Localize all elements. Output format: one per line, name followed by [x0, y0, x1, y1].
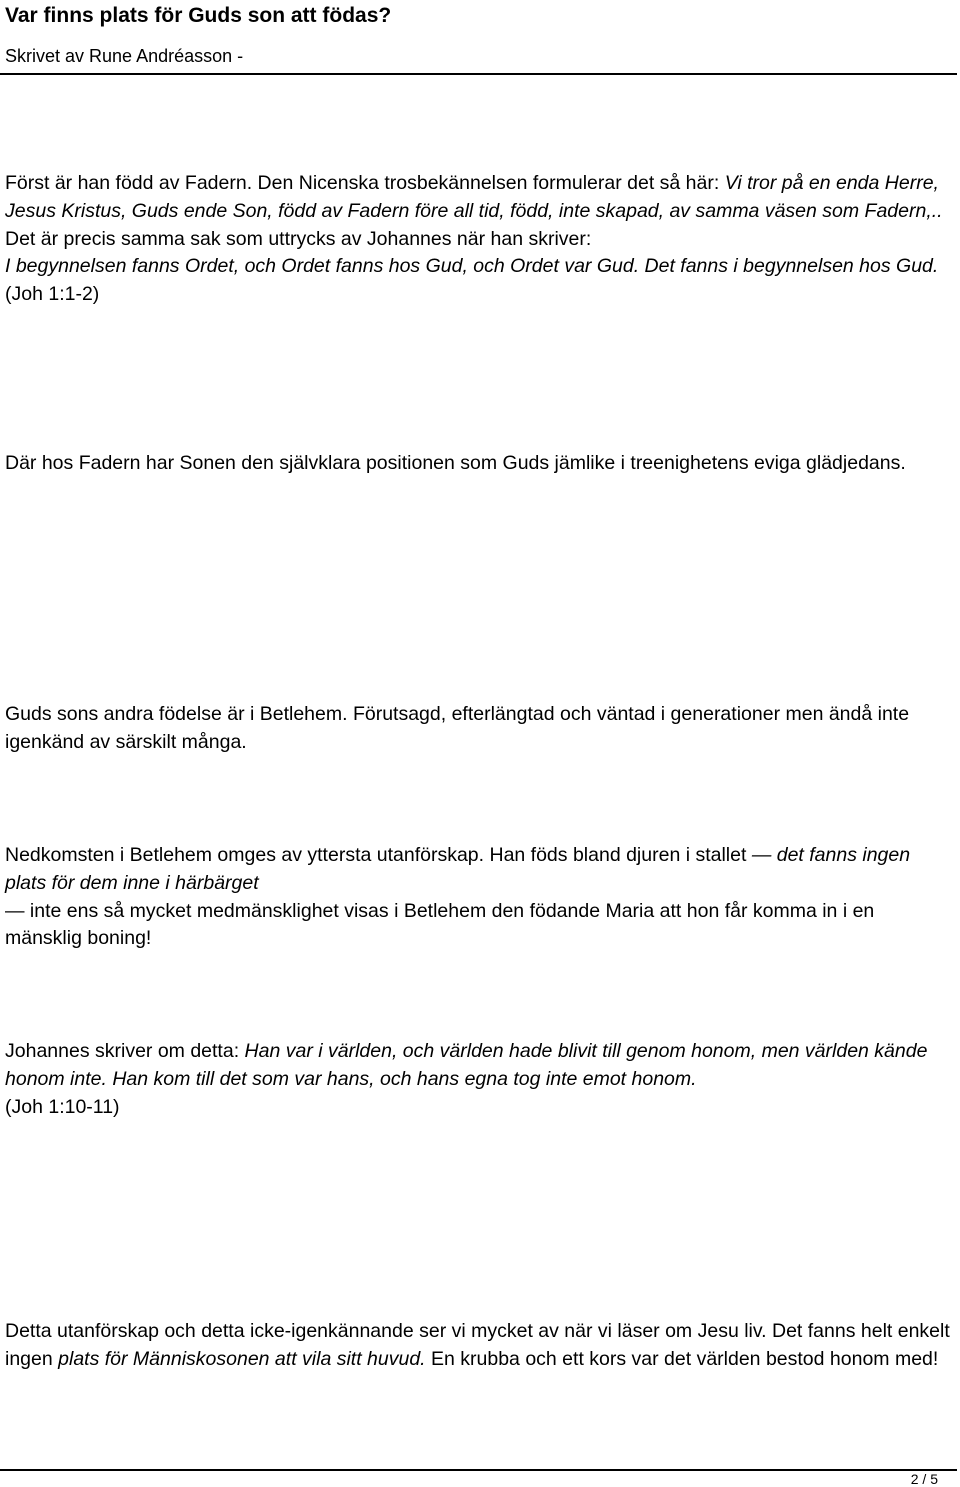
p6-text: Detta utanförskap och detta icke-igenkännande ser vi mycket av när vi läser om Jesu liv. Det fanns helt enkelt ingen — [5, 1320, 950, 1370]
author-byline: Skrivet av Rune Andréasson - — [5, 46, 244, 66]
paragraph-trinity: Där hos Fadern har Sonen den självklara positionen som Guds jämlike i treenighetens eviga glädjedans. — [5, 452, 906, 474]
p4-quote: — det fanns ingen plats för dem inne i härbärget — [5, 844, 911, 894]
p1-john-intro: Det är precis samma sak som uttrycks av Johannes när han skriver: — [5, 227, 592, 250]
p5-quote: Han var i världen, och världen hade blivit till genom honom, men världen kände honom inte. Han kom till det som var hans, och hans egna tog inte emot honom. — [5, 1040, 928, 1090]
page-number: 2 / 5 — [910, 1471, 938, 1487]
paragraph-bethlehem: Guds sons andra födelse är i Betlehem. Förutsagd, efterlängtad och väntad i generationer men ändå inte igenkänd av särskilt många. — [5, 703, 910, 753]
p5-text: Johannes skriver om detta: — [5, 1040, 245, 1062]
p1-creed-quote: Vi tror på en enda Herre, Jesus Kristus, Guds ende Son, född av Fadern före all tid, född, inte skapad, av samma väsen som Fadern,.. — [5, 172, 943, 222]
paragraph-manger — [5, 1318, 955, 1374]
p6-text-end: En krubba och ett kors var det världen bestod honom med! — [425, 1347, 939, 1370]
document-title: Var finns plats för Guds son att födas? — [5, 4, 392, 27]
p1-reference: (Joh 1:1-2) — [5, 283, 100, 306]
paragraph-exclusion — [5, 842, 955, 953]
p1-text: Först är han född av Fadern. Den Nicenska trosbekännelsen formulerar det så här: — [5, 172, 725, 194]
p1-john-quote: I begynnelsen fanns Ordet, och Ordet fanns hos Gud, och Ordet var Gud. Det fanns i begynnelsen hos Gud. — [5, 255, 939, 278]
footer-divider — [0, 1469, 957, 1471]
p5-reference: (Joh 1:10-11) — [5, 1095, 120, 1118]
p4-text-continued: — inte ens så mycket medmänsklighet visas i Betlehem den födande Maria att hon får komma in i en mänsklig boning! — [5, 899, 875, 950]
paragraph-john — [5, 1038, 955, 1121]
p6-quote: plats för Människosonen att vila sitt huvud. — [58, 1347, 426, 1370]
header-divider — [0, 73, 957, 75]
p4-text: Nedkomsten i Betlehem omges av yttersta utanförskap. Han föds bland djuren i stallet — [5, 844, 752, 866]
paragraph-father — [5, 170, 955, 309]
